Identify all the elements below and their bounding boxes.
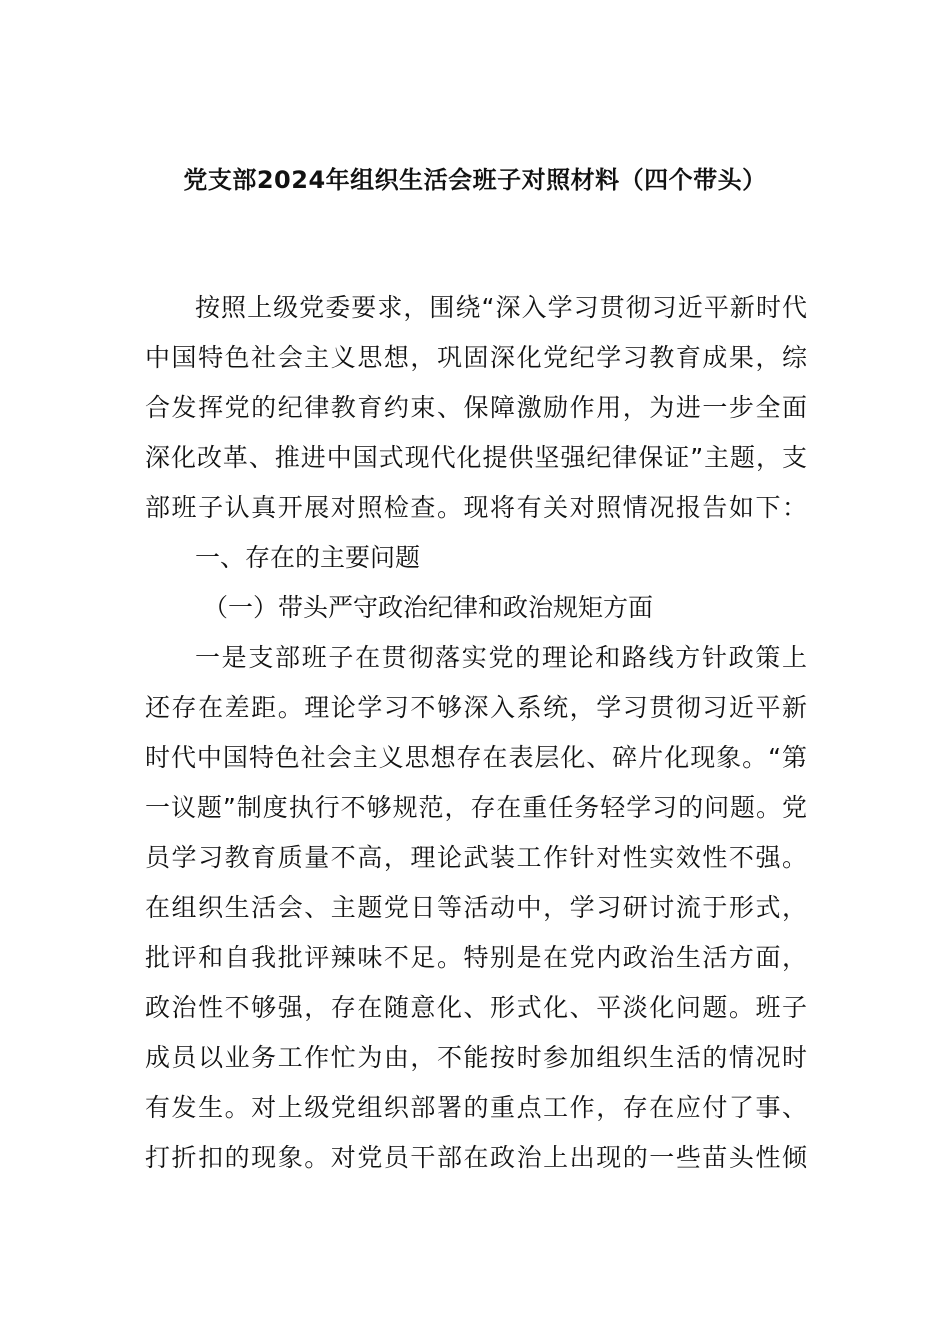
paragraph-line: 打折扣的现象。对党员干部在政治上出现的一些苗头性倾 (145, 1143, 807, 1172)
paragraph-line: 按照上级党委要求，围绕“深入学习贯彻习近平新时代 (195, 293, 807, 322)
paragraph-line: 一议题”制度执行不够规范，存在重任务轻学习的问题。党 (145, 793, 807, 822)
paragraph-line: 合发挥党的纪律教育约束、保障激励作用，为进一步全面 (145, 393, 807, 422)
paragraph-line: 一是支部班子在贯彻落实党的理论和路线方针政策上 (195, 643, 807, 672)
paragraph-line: 在组织生活会、主题党日等活动中，学习研讨流于形式， (145, 893, 807, 922)
paragraph-line: 还存在差距。理论学习不够深入系统，学习贯彻习近平新 (145, 693, 807, 722)
paragraph-line: 中国特色社会主义思想，巩固深化党纪学习教育成果，综 (145, 343, 807, 372)
document-title: 党支部2024年组织生活会班子对照材料（四个带头） (183, 166, 767, 194)
paragraph-line: 部班子认真开展对照检查。现将有关对照情况报告如下： (145, 493, 807, 522)
paragraph-line: 时代中国特色社会主义思想存在表层化、碎片化现象。“第 (145, 743, 807, 772)
paragraph-line: 成员以业务工作忙为由，不能按时参加组织生活的情况时 (145, 1043, 807, 1072)
paragraph-line: 员学习教育质量不高，理论武装工作针对性实效性不强。 (145, 843, 807, 872)
paragraph-line: 批评和自我批评辣味不足。特别是在党内政治生活方面， (145, 943, 807, 972)
paragraph-line: 政治性不够强，存在随意化、形式化、平淡化问题。班子 (145, 993, 807, 1022)
subsection-heading: （一）带头严守政治纪律和政治规矩方面 (203, 593, 654, 622)
document-body (145, 283, 807, 1183)
paragraph-line: 有发生。对上级党组织部署的重点工作，存在应付了事、 (145, 1093, 807, 1122)
section-heading: 一、存在的主要问题 (195, 543, 421, 572)
paragraph-line: 深化改革、推进中国式现代化提供坚强纪律保证”主题，支 (145, 443, 807, 472)
